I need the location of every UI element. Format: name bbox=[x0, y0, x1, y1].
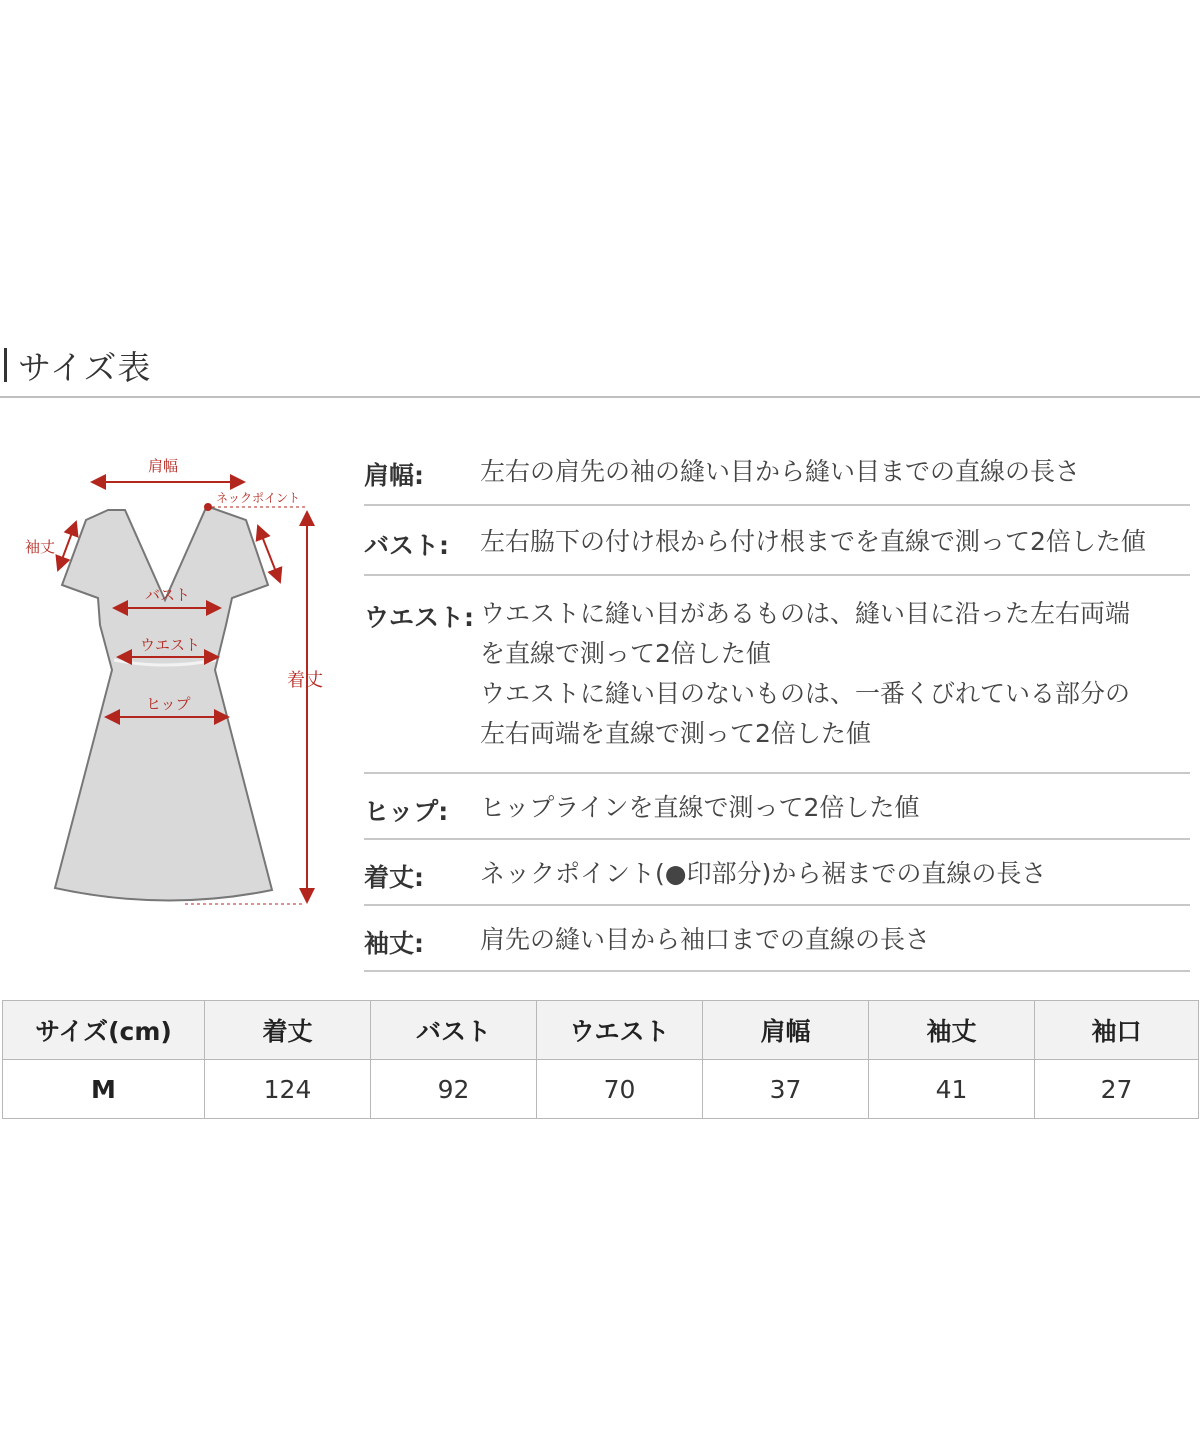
definition-term: 肩幅: bbox=[364, 461, 424, 490]
definition-line: 左右脇下の付け根から付け根までを直線で測って2倍した値 bbox=[480, 527, 1146, 556]
definition-line: ウエストに縫い目があるものは、縫い目に沿った左右両端 bbox=[480, 599, 1131, 628]
table-cell: 70 bbox=[537, 1060, 703, 1119]
table-cell: 92 bbox=[371, 1060, 537, 1119]
definition-row-sleeve bbox=[364, 906, 1190, 972]
definition-description bbox=[480, 854, 1190, 894]
definition-description bbox=[480, 788, 1190, 828]
definition-description bbox=[480, 594, 1190, 754]
definition-term: 袖丈: bbox=[364, 929, 424, 958]
definition-description bbox=[480, 452, 1190, 492]
measurement-diagram bbox=[0, 440, 350, 940]
shoulder-label: 肩幅 bbox=[148, 457, 179, 475]
bust-label: バスト bbox=[145, 586, 191, 604]
dress-illustration bbox=[0, 440, 350, 940]
definition-row-waist bbox=[364, 576, 1190, 774]
definition-line: ネックポイント(●印部分)から裾までの直線の長さ bbox=[480, 859, 1047, 888]
column-header-length: 着丈 bbox=[205, 1001, 371, 1060]
definition-line: 左右両端を直線で測って2倍した値 bbox=[480, 719, 871, 748]
column-header-waist: ウエスト bbox=[537, 1001, 703, 1060]
column-header-size: サイズ(cm) bbox=[3, 1001, 205, 1060]
title-accent-bar bbox=[4, 348, 7, 382]
column-header-bust: バスト bbox=[371, 1001, 537, 1060]
sleeve-label: 袖丈 bbox=[25, 538, 56, 556]
neck-point-label: ネックポイント bbox=[216, 491, 301, 505]
definition-line: を直線で測って2倍した値 bbox=[480, 639, 771, 668]
definition-term: 着丈: bbox=[364, 863, 424, 892]
hip-label: ヒップ bbox=[146, 695, 191, 713]
definition-row-shoulder bbox=[364, 440, 1190, 506]
table-cell: 124 bbox=[205, 1060, 371, 1119]
page-title: サイズ表 bbox=[18, 348, 152, 387]
definition-term: バスト: bbox=[364, 531, 449, 560]
definition-term: ウエスト: bbox=[364, 603, 474, 632]
definition-description bbox=[480, 522, 1190, 562]
definition-row-length bbox=[364, 840, 1190, 906]
definition-row-hip bbox=[364, 774, 1190, 840]
column-header-cuff: 袖口 bbox=[1035, 1001, 1199, 1060]
definition-line: 肩先の縫い目から袖口までの直線の長さ bbox=[480, 925, 931, 954]
definition-row-bust bbox=[364, 506, 1190, 576]
waist-label: ウエスト bbox=[140, 636, 201, 654]
neck-point-marker bbox=[204, 503, 212, 511]
table-cell: 27 bbox=[1035, 1060, 1199, 1119]
table-cell-size: M bbox=[3, 1060, 205, 1119]
length-label: 着丈 bbox=[287, 670, 323, 691]
table-cell: 37 bbox=[703, 1060, 869, 1119]
definition-description bbox=[480, 920, 1190, 960]
size-table bbox=[2, 1000, 1199, 1119]
definition-line: 左右の肩先の袖の縫い目から縫い目までの直線の長さ bbox=[480, 457, 1081, 486]
column-header-sleeve-length: 袖丈 bbox=[869, 1001, 1035, 1060]
table-header-row bbox=[3, 1001, 1199, 1060]
title-divider bbox=[0, 396, 1200, 398]
definition-line: ヒップラインを直線で測って2倍した値 bbox=[480, 793, 920, 822]
table-row bbox=[3, 1060, 1199, 1119]
definition-line: ウエストに縫い目のないものは、一番くびれている部分の bbox=[480, 679, 1131, 708]
definition-term: ヒップ: bbox=[364, 797, 449, 826]
table-cell: 41 bbox=[869, 1060, 1035, 1119]
measurement-definitions bbox=[364, 440, 1190, 972]
section-header bbox=[0, 338, 1200, 398]
column-header-shoulder: 肩幅 bbox=[703, 1001, 869, 1060]
